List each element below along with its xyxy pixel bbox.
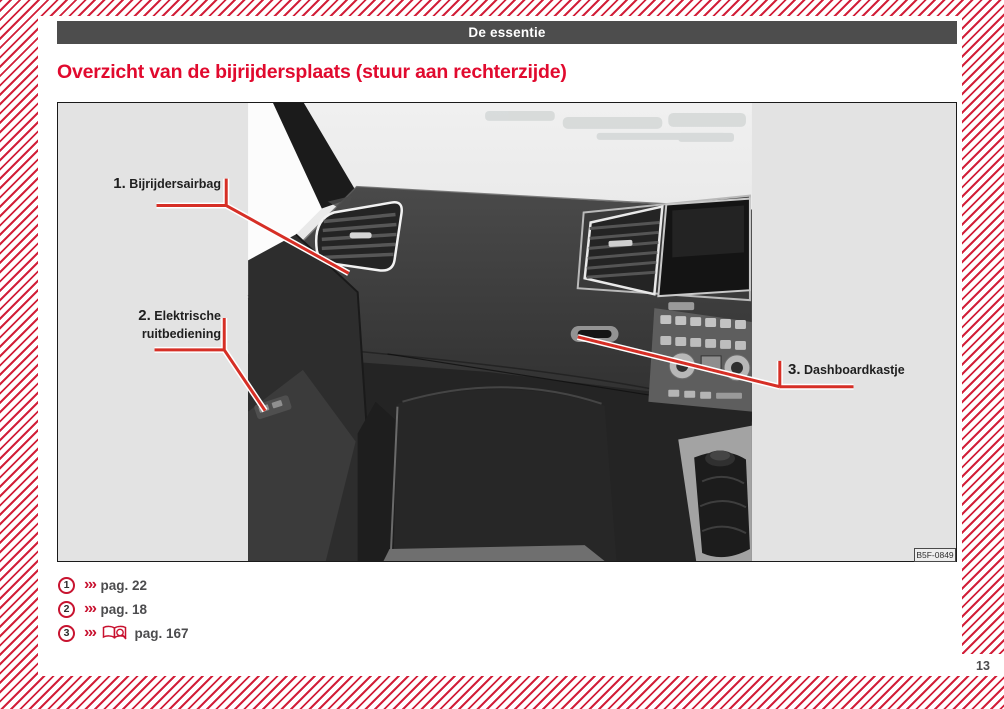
reference-list — [58, 573, 189, 645]
reference-page: pag. 22 — [100, 577, 148, 593]
cross-reference-chevrons-icon: ››› — [84, 600, 96, 617]
callout-label: Elektrische ruitbediening — [141, 309, 221, 341]
page-number: 13 — [962, 654, 1004, 676]
reference-marker: 1 — [58, 577, 75, 594]
reference-marker: 3 — [58, 625, 75, 642]
callout-number: 1. — [113, 175, 126, 192]
cross-reference-chevrons-icon: ››› — [84, 624, 96, 641]
reference-marker: 2 — [58, 601, 75, 618]
reference-item-3[interactable] — [58, 621, 189, 645]
book-search-icon — [102, 625, 128, 641]
reference-item-2[interactable] — [58, 597, 189, 621]
section-title: De essentie — [468, 25, 546, 40]
seat-back — [393, 389, 616, 561]
reference-item-1[interactable] — [58, 573, 189, 597]
figure-dashboard-overview — [57, 102, 957, 562]
section-header-bar — [57, 21, 957, 44]
callout-electric-windows — [126, 306, 221, 342]
cross-reference-chevrons-icon: ››› — [84, 576, 96, 593]
callout-passenger-airbag — [98, 174, 221, 194]
reference-page: pag. 18 — [100, 601, 148, 617]
callout-label: Dashboardkastje — [804, 363, 905, 377]
callout-glovebox — [788, 360, 948, 380]
page-panel — [38, 16, 962, 676]
figure-code-label: B5F-0849 — [914, 548, 956, 562]
page-title: Overzicht van de bijrijdersplaats (stuur aan rechterzijde) — [57, 61, 567, 83]
callout-number: 3. — [788, 361, 801, 378]
reference-page: pag. 167 — [134, 625, 189, 641]
callout-label: Bijrijdersairbag — [129, 177, 221, 191]
callout-number: 2. — [138, 307, 151, 324]
